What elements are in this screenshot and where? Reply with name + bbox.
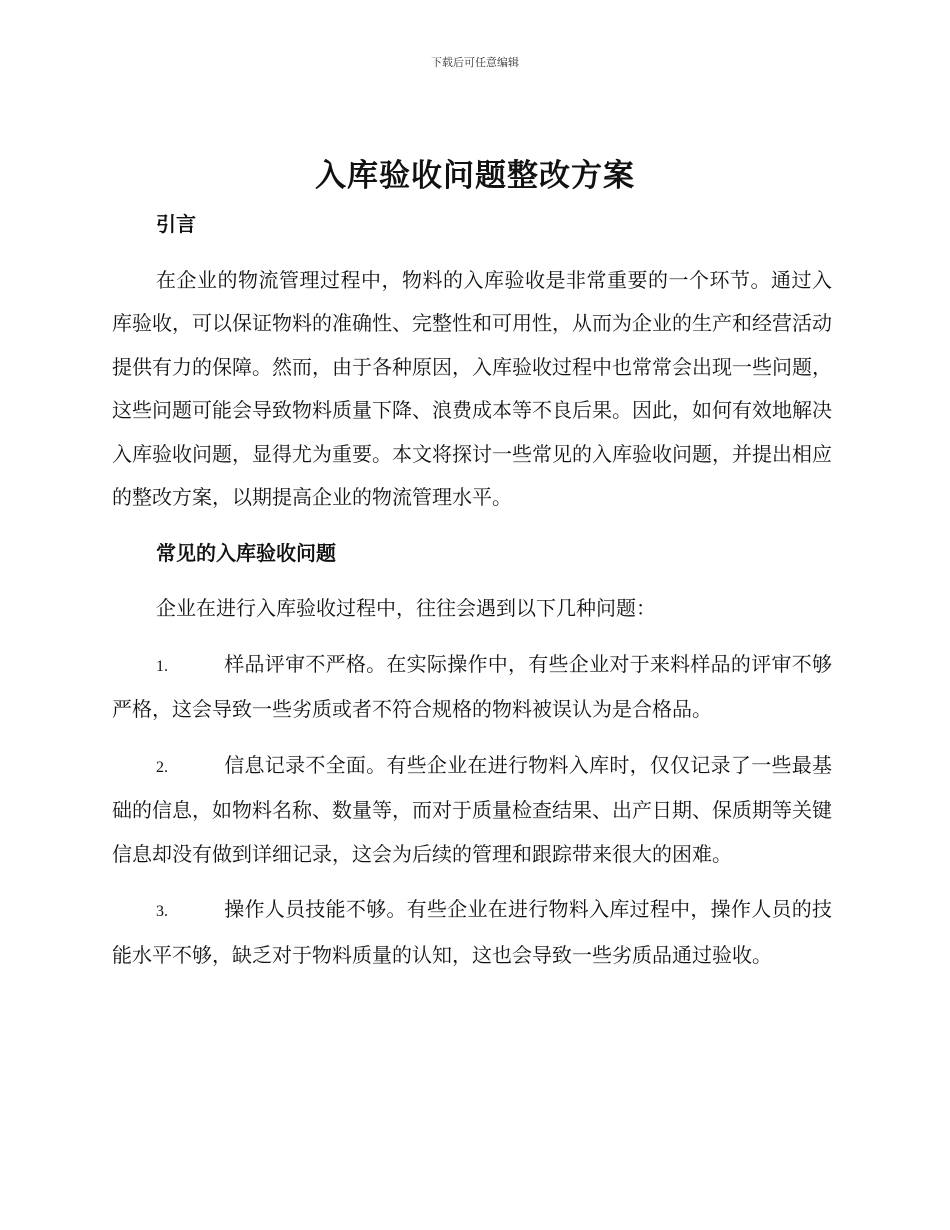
intro-heading: 引言	[156, 212, 196, 236]
list-item	[112, 744, 832, 877]
list-item-text: 样品评审不严格。在实际操作中，有些企业对于来料样品的评审不够严格，这会导致一些劣质或者不符合规格的物料被误认为是合格品。	[112, 651, 832, 721]
list-item	[112, 888, 832, 977]
page-header: 下载后可任意编辑	[431, 56, 519, 69]
list-item-text: 操作人员技能不够。有些企业在进行物料入库过程中，操作人员的技能水平不够，缺乏对于物料质量的认知，这也会导致一些劣质品通过验收。	[112, 897, 832, 967]
document-body	[112, 203, 832, 989]
list-item-number: 3.	[156, 903, 168, 920]
list-item-text: 信息记录不全面。有些企业在进行物料入库时，仅仅记录了一些最基础的信息，如物料名称、数量等，而对于质量检查结果、出产日期、保质期等关键信息却没有做到详细记录，这会为后续的管理和跟踪带来很大的困难。	[112, 752, 832, 866]
list-item-number: 2.	[156, 758, 168, 776]
problems-heading: 常见的入库验收问题	[156, 540, 336, 565]
problems-lead-paragraph: 企业在进行入库验收过程中，往往会遇到以下几种问题：	[156, 596, 656, 620]
list-item-number: 1.	[156, 657, 168, 675]
list-item	[112, 643, 832, 732]
intro-paragraph: 在企业的物流管理过程中，物料的入库验收是非常重要的一个环节。通过入库验收，可以保证物料的准确性、完整性和可用性，从而为企业的生产和经营活动提供有力的保障。然而，由于各种原因，入库验收过程中也常常会出现一些问题，这些问题可能会导致物料质量下降、浪费成本等不良后果。因此，如何有效地解决入库验收问题，显得尤为重要。本文将探讨一些常见的入库验收问题，并提出相应的整改方案，以期提高企业的物流管理水平。	[112, 267, 832, 509]
document-title: 入库验收问题整改方案	[315, 158, 635, 194]
